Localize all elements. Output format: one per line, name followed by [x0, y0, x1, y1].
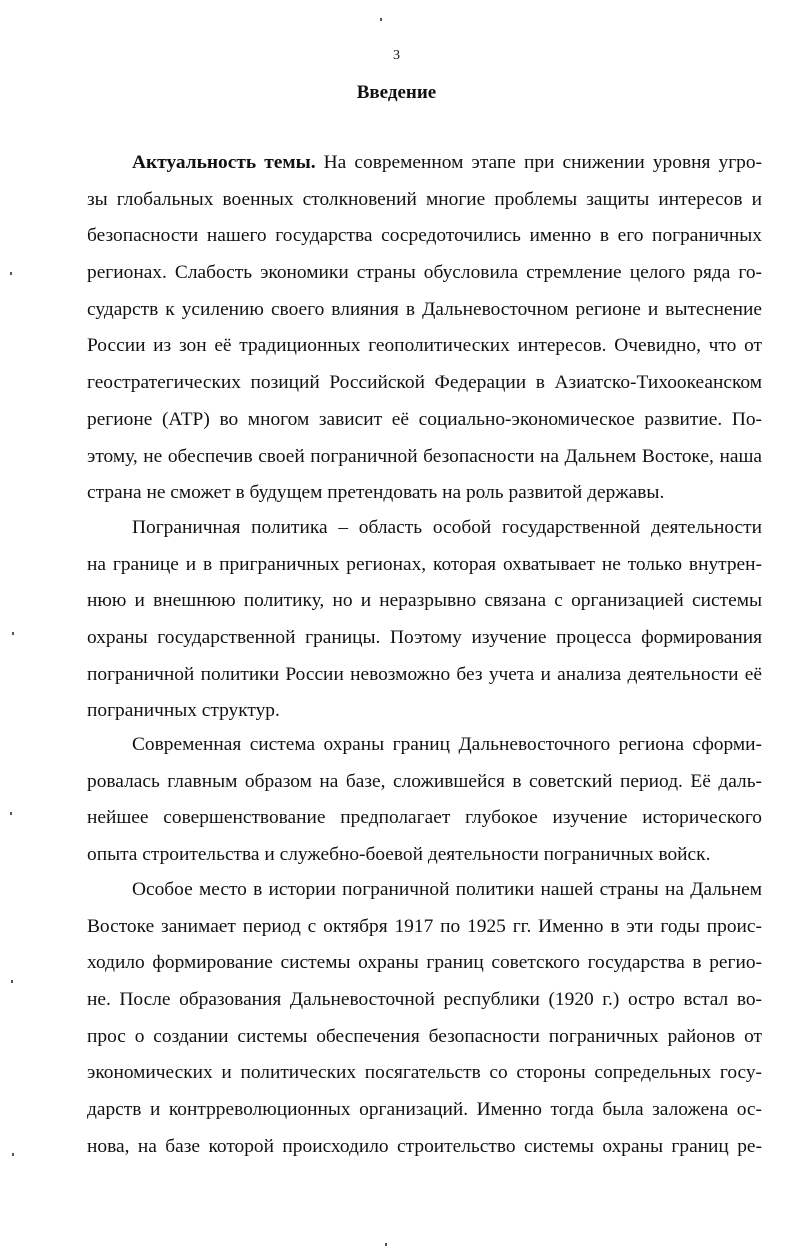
- scan-speck: [380, 18, 382, 21]
- text-line: Современная система охраны границ Дальневосточного региона сформи-: [132, 734, 762, 755]
- page-title: Введение: [356, 82, 437, 103]
- text-line: опыта строительства и служебно-боевой деятельности пограничных войск.: [87, 844, 711, 866]
- text-line: Востоке занимает период с октября 1917 по 1925 гг. Именно в эти годы проис-: [87, 915, 762, 937]
- paragraph-border-policy: [87, 510, 762, 730]
- text-line: нова, на базе которой происходило строительство системы охраны границ ре-: [87, 1135, 762, 1157]
- scan-speck: [385, 1243, 387, 1246]
- text-line: этому, не обеспечив своей пограничной безопасности на Дальнем Востоке, наша: [87, 445, 762, 467]
- text-line: регионах. Слабость экономики страны обусловила стремление целого ряда го-: [87, 262, 762, 284]
- text-line: ровалась главным образом на базе, сложившейся в советский период. Её даль-: [87, 770, 762, 792]
- text-line: геостратегических позиций Российской Федерации в Азиатско-Тихоокеанском: [87, 372, 762, 394]
- text-line: не. После образования Дальневосточной республики (1920 г.) остро встал во-: [87, 989, 762, 1011]
- paragraph-historical-period: [87, 872, 762, 1166]
- scan-speck: [10, 272, 12, 275]
- text-line: на границе и в приграничных регионах, которая охватывает не только внутрен-: [87, 553, 762, 575]
- text-line: России из зон её традиционных геополитических интересов. Очевидно, что от: [87, 335, 762, 357]
- text-line: страна не сможет в будущем претендовать на роль развитой державы.: [87, 482, 665, 504]
- text-line: Пограничная политика – область особой государственной деятельности: [132, 517, 762, 538]
- text-line: нейшее совершенствование предполагает глубокое изучение исторического: [87, 807, 762, 829]
- text-line: ходило формирование системы охраны границ советского государства в регио-: [87, 952, 762, 974]
- scan-speck: [12, 632, 14, 635]
- text-line: охраны государственной границы. Поэтому изучение процесса формирования: [87, 627, 762, 649]
- text-line: Особое место в истории пограничной политики нашей страны на Дальнем: [132, 879, 762, 900]
- text-line: регионе (АТР) во многом зависит её социально-экономическое развитие. По-: [87, 408, 762, 430]
- text-line: безопасности нашего государства сосредоточились именно в его пограничных: [87, 225, 762, 247]
- text-line: зы глобальных военных столкновений многие проблемы защиты интересов и: [87, 188, 762, 210]
- text-line: сударств к усилению своего влияния в Дальневосточном регионе и вытеснение: [87, 298, 762, 320]
- text-line: Актуальность темы. На современном этапе при снижении уровня угро-: [132, 152, 762, 173]
- text-line: нюю и внешнюю политику, но и неразрывно связана с организацией системы: [87, 590, 762, 612]
- paragraph-modern-system: [87, 727, 762, 874]
- scan-speck: [12, 1153, 14, 1156]
- paragraph-relevance: [87, 145, 762, 512]
- scan-speck: [10, 812, 12, 815]
- text-line: пограничной политики России невозможно без учета и анализа деятельности её: [87, 663, 762, 685]
- lead-in-heading: Актуальность темы.: [132, 152, 316, 173]
- text-line: экономических и политических посягательств со стороны сопредельных госу-: [87, 1062, 762, 1084]
- scan-speck: [11, 980, 13, 983]
- page-number: 3: [393, 48, 400, 63]
- text-line: пограничных структур.: [87, 700, 280, 722]
- text-line: прос о создании системы обеспечения безопасности пограничных районов от: [87, 1025, 762, 1047]
- text-line: дарств и контрреволюционных организаций. Именно тогда была заложена ос-: [87, 1099, 762, 1121]
